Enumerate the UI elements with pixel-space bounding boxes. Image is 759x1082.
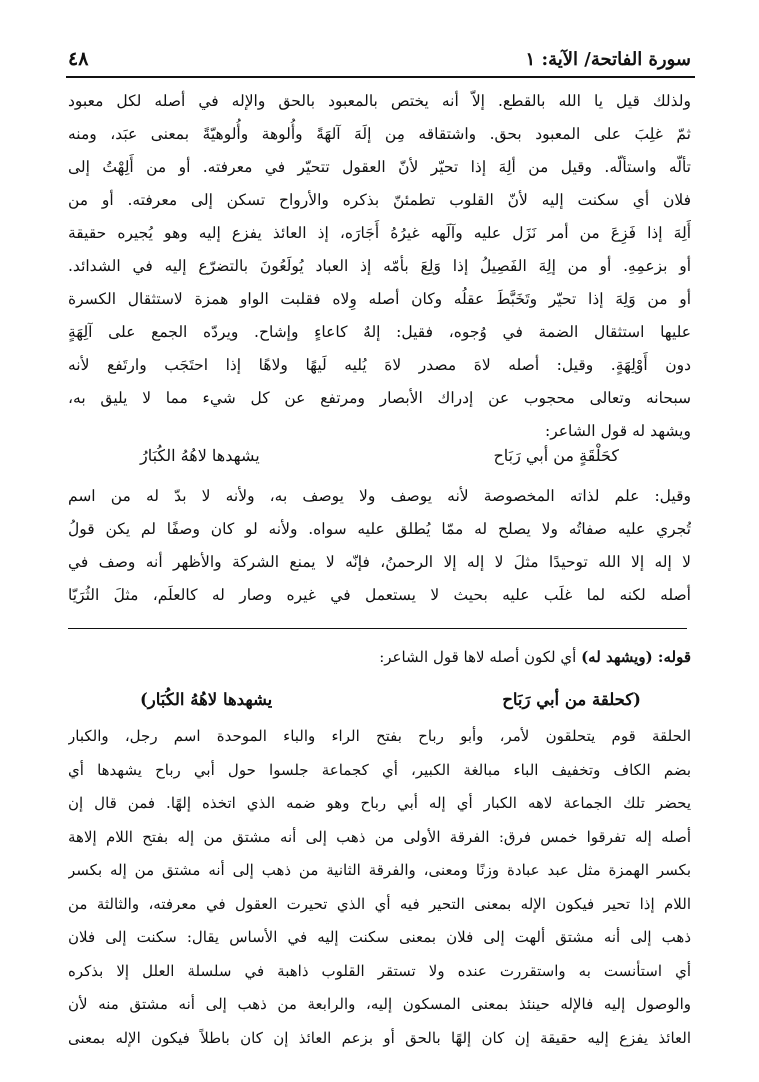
commentary-line: ذهب إلى أنه مشتق ألهت إلى فلان بمعنى سكنت إليه في الأساس يقال: سكنت إلى فلان: [68, 928, 691, 946]
commentary-line: الحلقة قوم يتحلقون لأمر، وأبو رباح بفتح الراء والباء الموحدة اسم رجل، والكبار: [68, 727, 691, 745]
commentary-lead-text: أي لكون أصله لاها قول الشاعر:: [379, 648, 582, 666]
commentary-line: أصله إله تفرقوا خمس فرق: الفرقة الأولى من ذهب إلى أنه مشتق من إله بفتح اللام إلاهة: [68, 827, 691, 846]
text-line: دون أَوْلِهَةٍ. وقيل: أصله لاهَ مصدر لاهَ يُليه لَيهًا ولاهًا إذا احتَجَب وارتَفع لأنه: [68, 356, 691, 374]
commentary-intro: [68, 641, 691, 674]
text-line: أو من وَلِهَ إذا تحيّر وتَخَبَّطَ عقلُه وكان أصله وِلاه فقلبت الواو همزة لاستثقال الكسرة: [68, 290, 691, 308]
text-line: تُجري عليه صفاتُه ولا يصلح له ممّا يُطلق عليه سواه. ولأنه لو كان وصفًا لم يكن قولُ: [68, 520, 691, 538]
commentary-text: [68, 720, 691, 1055]
commentary-lemma: قوله: (ويشهد له): [581, 648, 691, 666]
text-line: وقيل: علم لذاته المخصوصة لأنه يوصف ولا يوصف به، ولأنه لا بدّ له من اسم: [68, 487, 691, 505]
text-line: لا إله إلا الله توحيدًا مثلَ لا إله إلا الرحمنُ، فإنّه لا يمنع الشركة والأظهر أنه وصف في: [68, 553, 691, 571]
main-text: [68, 85, 691, 448]
poetry-verse: [140, 438, 619, 472]
commentary-line: العائذ يفزع إليه حقيقة إن كان إلهًا بالحق أو بزعم العائذ إن كان باطلاً فيكون الإله بمعنى: [68, 1028, 691, 1047]
page-number: ٤٨: [68, 48, 89, 70]
text-line: تألّه واستألّه. وقيل من ألِهَ إذا تحيّر لأنّ العقول تتحيّر في معرفته. أو من أَلِهْتُ إلى: [68, 158, 691, 176]
commentary-line: بكسر الهمزة مثل عبد عبادة وزنًا ومعنى، والفرقة الثانية من ذهب إلى أنه مشتق من إله بكسر: [68, 861, 691, 879]
text-line: ويشهد له قول الشاعر:: [544, 422, 691, 440]
text-line: فلان أي سكنت إليه لأنّ القلوب تطمئنّ بذكره والأرواح تسكن إلى معرفته. أو من: [68, 191, 691, 209]
running-head: سورة الفاتحة/ الآية: ١: [525, 49, 691, 70]
commentary-line: أي استأنست به واستقررت عنده ولا تستقر القلوب ذاهبة في سلسلة العلل إلا بذكره: [68, 961, 691, 980]
header-rule: [66, 76, 695, 78]
commentary-separator: [68, 628, 687, 629]
main-text-continued: [68, 480, 691, 612]
text-line: أَلِهَ إذا فَزِعَ من أمر نَزَل عليه وآلَهه غيرُهُ أَجَارَه، إذ العائذ يفزع إليه وهو يُجيره حقيقة: [68, 224, 691, 242]
commentary-line: والوصول إليه فالإله حينئذ بمعنى المسكون إليه، والرابعة من ذهب إلى أنه مشتق منه لأن: [68, 995, 691, 1013]
verse-first-hemistich: كحَلْقَةٍ من أبي رَبَاح: [493, 445, 619, 465]
text-line: أو بزعمِهِ. أو من إلِهَ الفَصِيلُ إذا وَلِعَ بأمّه إذ العباد يُولَعُونَ بالتضرّع إليه في الشدائد.: [68, 257, 691, 275]
commentary-line: بضم الكاف وتخفيف الباء مبالغة الكبير، أي كجماعة جلسوا حول أبي رباح يشهدها أي: [68, 760, 691, 779]
commentary-lead-line: [68, 641, 691, 674]
commentary-verse-first-hemistich: (كحلقة من أبي رَبَاح: [502, 689, 641, 709]
text-line: ثمّ غلِبَ على المعبود بحق. واشتقاقه مِن إلَهَ آلهَةً وأُلوهة وأُلوهيّةً بمعنى عبَد، ومنه: [68, 125, 691, 143]
page-header: [68, 40, 691, 70]
commentary-poetry-verse: [140, 682, 641, 716]
commentary-verse-second-hemistich: يشهدها لاهُهُ الكُبَار): [140, 689, 273, 709]
text-line: عليها استثقال الضمة في وُجوه، فقيل: إلهٌ كاعاءٍ وإشاح. ويردّه الجمع على آلِهَةٍ: [68, 323, 691, 341]
verse-second-hemistich: يشهدها لاهُهُ الكُبَارُ: [140, 445, 260, 465]
text-line: ولذلك قيل يا الله بالقطع. إلاّ أنه يختص بالمعبود بالحق والإله في أصله لكل معبود: [68, 92, 691, 110]
text-line: سبحانه وتعالى محجوب عن إدراك الأبصار ومرتفع عن كل شيء مما لا يليق به،: [68, 389, 691, 407]
commentary-line: يحضر تلك الجماعة لاهه الكبار أي إله أبي رباح وهو ضمه الذي اتخذه إلهًا. فمن قال إن: [68, 794, 691, 812]
commentary-line: اللام إذا تحير فيكون الإله بمعنى التحير فيه أي الذي تحيرت العقول في معرفته، والثالثة من: [68, 894, 691, 913]
text-line: أصله لكنه لما غلَب عليه بحيث لا يستعمل في غيره وصار له كالعلَم، مثلَ الثُرَيّا: [68, 586, 691, 604]
